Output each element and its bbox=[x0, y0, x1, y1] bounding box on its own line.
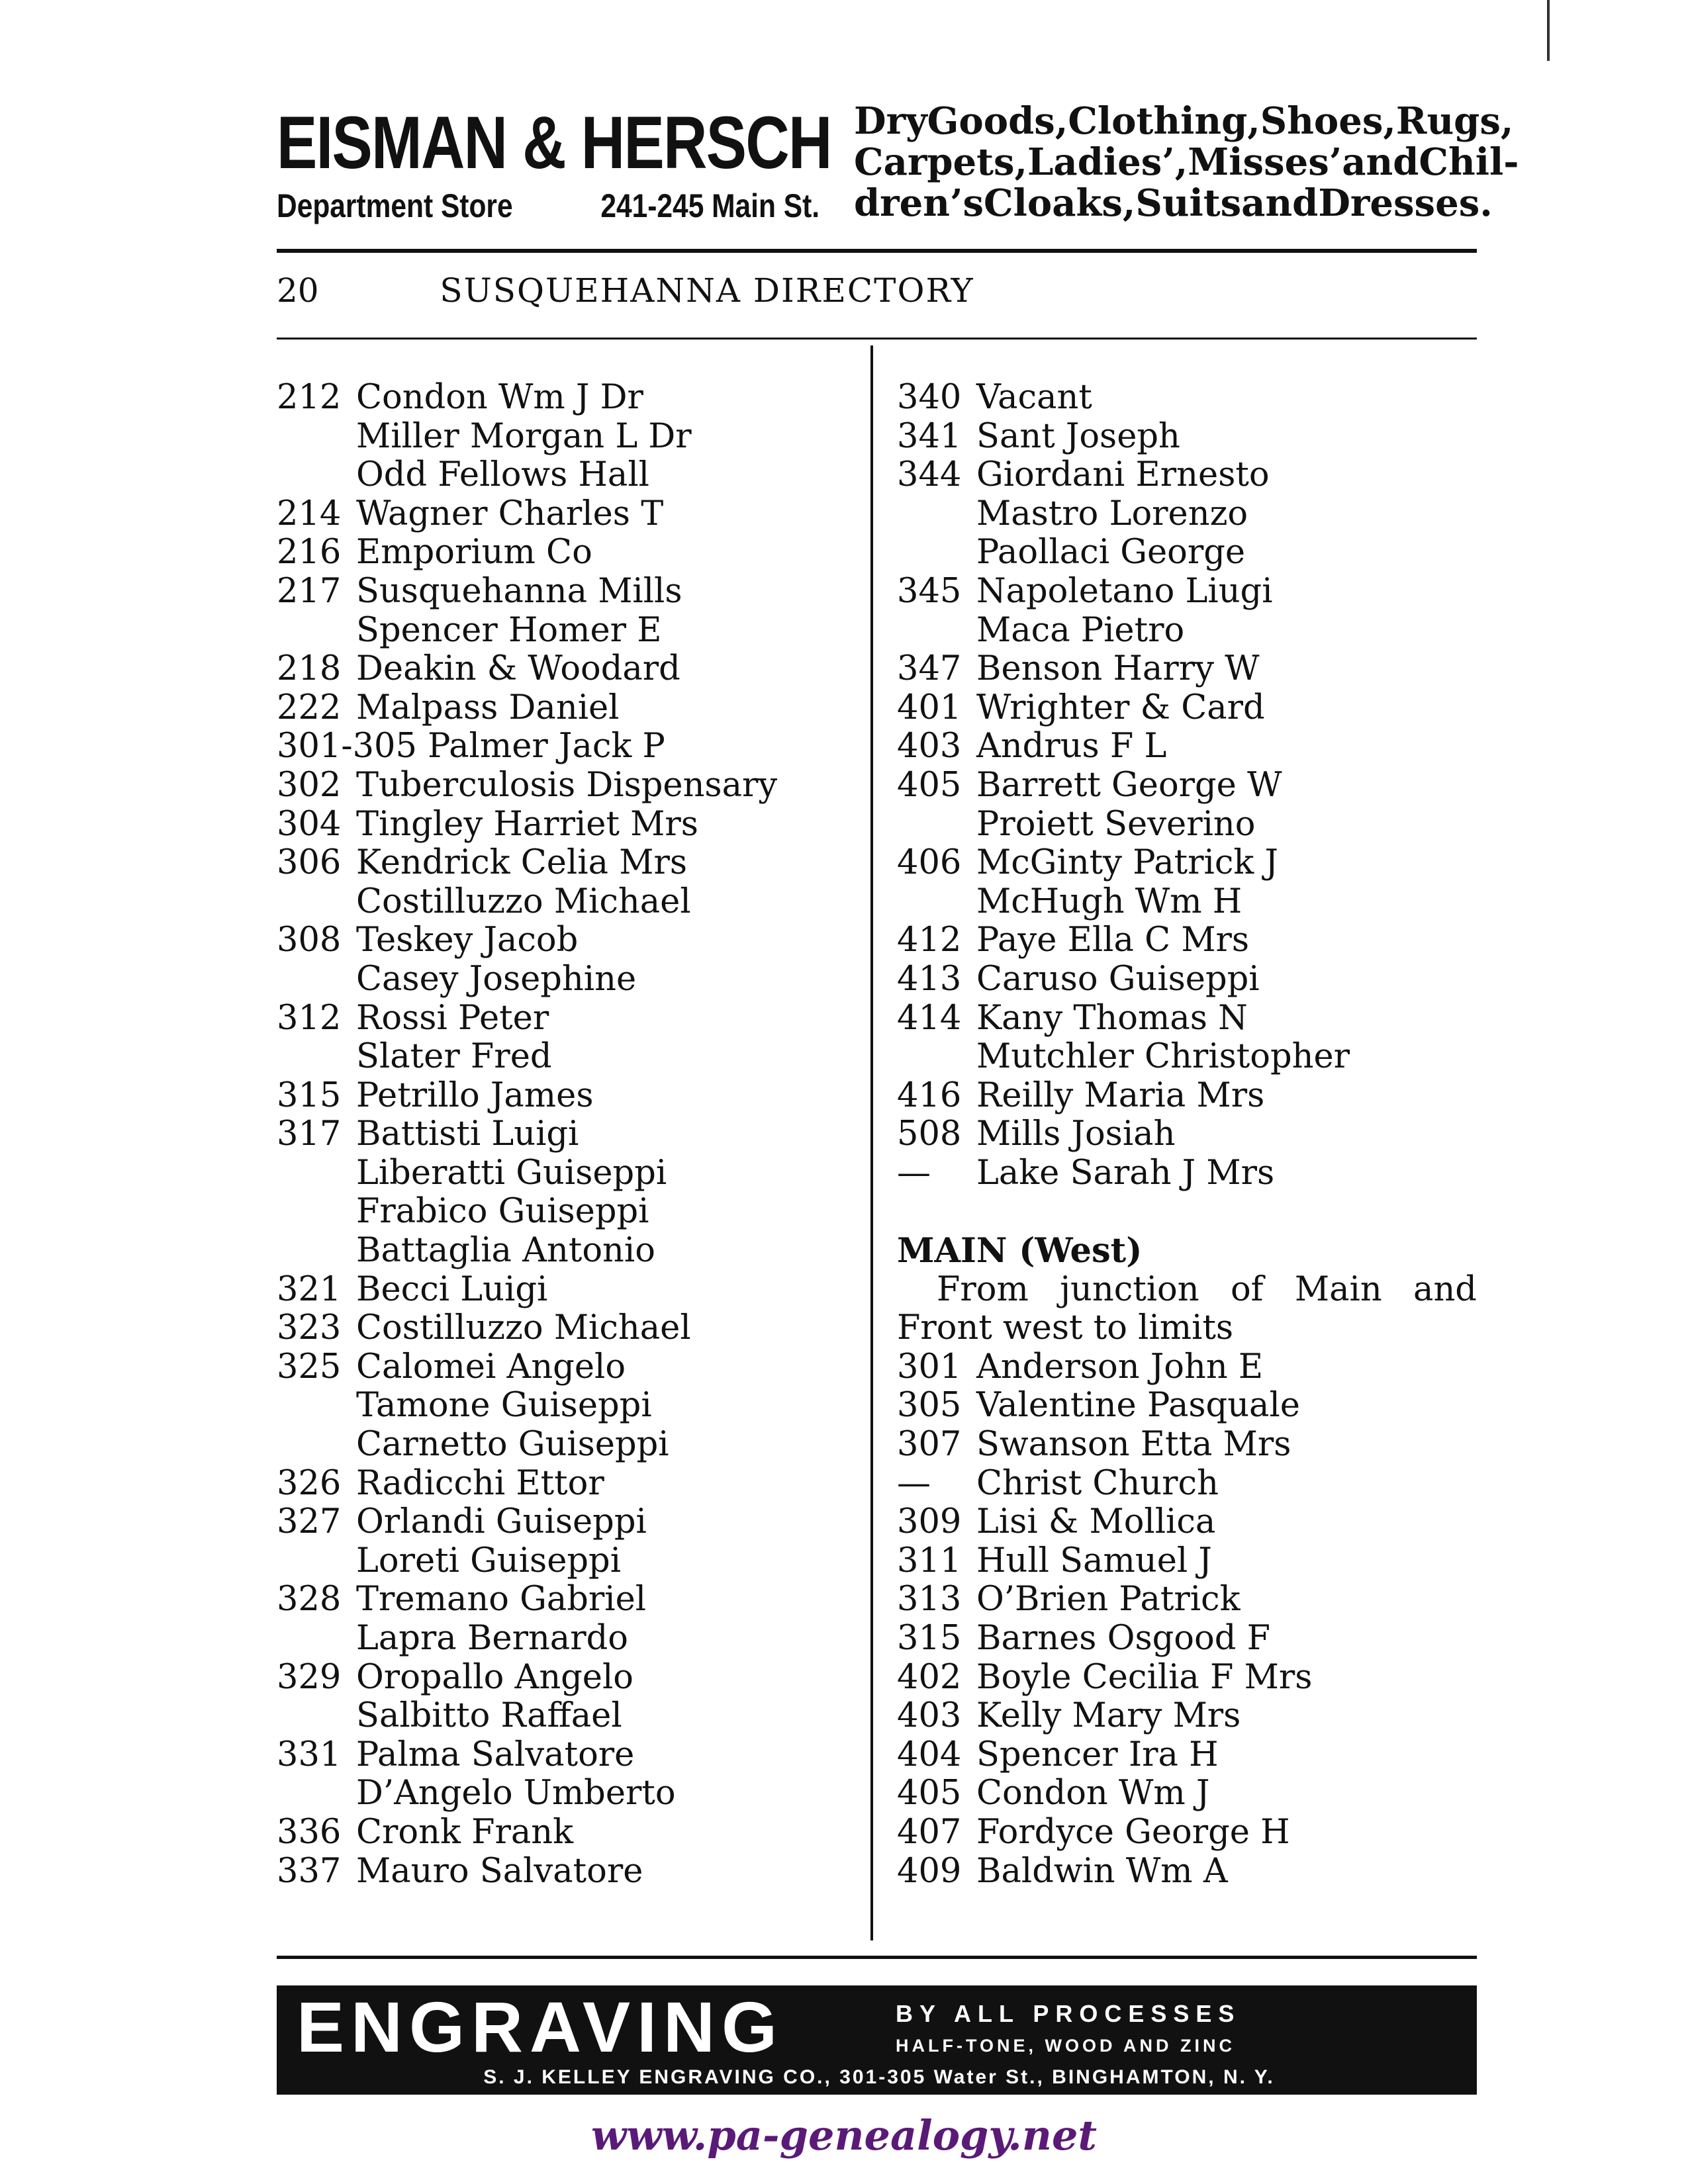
tagline-line bbox=[854, 140, 1519, 184]
directory-entry bbox=[277, 960, 859, 999]
resident-name: Benson Harry W bbox=[976, 649, 1260, 689]
directory-entry bbox=[897, 1697, 1477, 1736]
house-number: 336 bbox=[277, 1812, 342, 1852]
resident-name: Lapra Bernardo bbox=[356, 1619, 628, 1658]
house-number: 328 bbox=[277, 1580, 342, 1619]
house-number: 413 bbox=[897, 959, 962, 999]
resident-name: Spencer Homer E bbox=[356, 610, 662, 650]
resident-name: Odd Fellows Hall bbox=[356, 455, 649, 495]
directory-entry bbox=[277, 727, 859, 766]
directory-entry bbox=[897, 1426, 1477, 1465]
directory-entry bbox=[277, 418, 859, 457]
resident-name: Mills Josiah bbox=[976, 1115, 1176, 1154]
directory-entry bbox=[277, 883, 859, 922]
resident-name: Susquehanna Mills bbox=[356, 571, 682, 611]
resident-name: Emporium Co bbox=[356, 533, 592, 572]
resident-name: Swanson Etta Mrs bbox=[976, 1425, 1291, 1465]
resident-name: McGinty Patrick J bbox=[976, 843, 1278, 883]
resident-name: Kany Thomas N bbox=[976, 998, 1248, 1038]
resident-name: Tuberculosis Dispensary bbox=[356, 765, 778, 805]
house-number: 212 bbox=[277, 378, 342, 417]
directory-entry bbox=[897, 921, 1477, 960]
house-number: 315 bbox=[897, 1619, 962, 1658]
directory-entry bbox=[897, 1077, 1477, 1116]
directory-entry bbox=[277, 1154, 859, 1193]
resident-name: Reilly Maria Mrs bbox=[976, 1075, 1265, 1115]
section-heading: MAIN (West) bbox=[897, 1231, 1143, 1271]
engraving-headline: ENGRAVING bbox=[297, 1987, 784, 2067]
house-number: 321 bbox=[277, 1269, 342, 1309]
resident-name: Radicchi Ettor bbox=[356, 1463, 604, 1503]
tagline-word: Clothing, bbox=[1068, 99, 1260, 143]
house-number: 404 bbox=[897, 1735, 962, 1774]
house-number: 331 bbox=[277, 1735, 342, 1774]
store-name: EISMAN & HERSCH bbox=[277, 101, 831, 184]
house-number: 405 bbox=[897, 765, 962, 805]
house-number: 401 bbox=[897, 688, 962, 727]
resident-name: Giordani Ernesto bbox=[976, 455, 1270, 495]
left-column bbox=[277, 379, 859, 1891]
house-number: 345 bbox=[897, 571, 962, 611]
house-number: 311 bbox=[897, 1541, 962, 1580]
resident-name: Tamone Guiseppi bbox=[356, 1386, 652, 1426]
resident-name: Tingley Harriet Mrs bbox=[356, 804, 698, 844]
directory-entry bbox=[897, 1387, 1477, 1426]
directory-entry bbox=[897, 1774, 1477, 1813]
resident-name: Napoletano Liugi bbox=[976, 571, 1273, 611]
resident-name: Maca Pietro bbox=[976, 610, 1185, 650]
house-number: 308 bbox=[277, 921, 342, 960]
store-subline bbox=[277, 187, 820, 225]
house-number: 222 bbox=[277, 688, 342, 727]
resident-name: Barnes Osgood F bbox=[976, 1619, 1270, 1658]
house-number: 326 bbox=[277, 1463, 342, 1503]
store-ad bbox=[277, 101, 831, 224]
resident-name: Tremano Gabriel bbox=[356, 1580, 647, 1619]
tagline-word: Misses’ bbox=[1188, 140, 1342, 184]
house-number: 302 bbox=[277, 765, 342, 805]
directory-entry bbox=[897, 1154, 1477, 1193]
resident-name: Boyle Cecilia F Mrs bbox=[976, 1657, 1313, 1697]
resident-name: Sant Joseph bbox=[976, 416, 1180, 456]
resident-name: Vacant bbox=[976, 378, 1092, 417]
house-number: 409 bbox=[897, 1851, 962, 1891]
resident-name: Anderson John E bbox=[976, 1347, 1264, 1387]
resident-name: Paye Ella C Mrs bbox=[976, 921, 1250, 960]
tagline-word: Chil- bbox=[1419, 140, 1519, 184]
page-title: SUSQUEHANNA DIRECTORY bbox=[440, 271, 974, 310]
directory-entry bbox=[277, 921, 859, 960]
title-rule bbox=[277, 338, 1477, 340]
tagline-line bbox=[854, 181, 1493, 225]
directory-entry bbox=[897, 572, 1477, 612]
store-type: Department Store bbox=[277, 187, 513, 224]
spacer bbox=[897, 1193, 1477, 1232]
directory-entry bbox=[897, 379, 1477, 418]
house-number: 312 bbox=[277, 998, 342, 1038]
directory-entry bbox=[277, 999, 859, 1038]
resident-name: Caruso Guiseppi bbox=[976, 959, 1260, 999]
resident-name: Baldwin Wm A bbox=[976, 1851, 1228, 1891]
section-note-line1 bbox=[897, 1271, 1477, 1310]
directory-entry bbox=[897, 1659, 1477, 1698]
resident-name: Deakin & Woodard bbox=[356, 649, 680, 689]
directory-entry bbox=[277, 1038, 859, 1077]
note-word: Main bbox=[1294, 1269, 1382, 1309]
house-number: 301 bbox=[897, 1347, 962, 1387]
directory-entry bbox=[897, 1115, 1477, 1154]
directory-entry bbox=[277, 1659, 859, 1698]
directory-entry bbox=[897, 1619, 1477, 1659]
directory-entry bbox=[277, 689, 859, 728]
directory-entry bbox=[897, 999, 1477, 1038]
tagline-word: Carpets, bbox=[854, 140, 1028, 184]
house-number: 315 bbox=[277, 1075, 342, 1115]
resident-name: Becci Luigi bbox=[356, 1269, 548, 1309]
tagline-word: Goods, bbox=[927, 99, 1068, 143]
house-number: 403 bbox=[897, 1696, 962, 1736]
directory-entry bbox=[277, 1736, 859, 1775]
house-number: 327 bbox=[277, 1502, 342, 1542]
directory-entry bbox=[897, 766, 1477, 805]
directory-entry bbox=[277, 1193, 859, 1232]
directory-entry bbox=[277, 1697, 859, 1736]
resident-name: Kelly Mary Mrs bbox=[976, 1696, 1241, 1736]
resident-name: O’Brien Patrick bbox=[976, 1580, 1241, 1619]
house-number: — bbox=[897, 1463, 931, 1503]
note-word: From bbox=[937, 1269, 1029, 1309]
directory-entry bbox=[277, 1465, 859, 1504]
directory-entry bbox=[277, 572, 859, 612]
resident-name: Kendrick Celia Mrs bbox=[356, 843, 687, 883]
resident-name: Rossi Peter bbox=[356, 998, 549, 1038]
directory-entry bbox=[277, 805, 859, 844]
directory-entry bbox=[277, 1115, 859, 1154]
resident-name: 301-305 Palmer Jack P bbox=[277, 727, 665, 766]
store-tagline bbox=[854, 99, 1519, 225]
directory-entry bbox=[277, 1232, 859, 1271]
house-number: 347 bbox=[897, 649, 962, 689]
house-number: 412 bbox=[897, 921, 962, 960]
house-number: 341 bbox=[897, 416, 962, 456]
directory-entry bbox=[897, 1465, 1477, 1504]
house-number: 344 bbox=[897, 455, 962, 495]
house-number: 304 bbox=[277, 804, 342, 844]
tagline-word: Ladies’, bbox=[1027, 140, 1188, 184]
house-number: 325 bbox=[277, 1347, 342, 1387]
header-rule bbox=[277, 249, 1477, 253]
right-column-bottom-list bbox=[897, 1348, 1477, 1891]
directory-entry bbox=[277, 1271, 859, 1310]
resident-name: Mastro Lorenzo bbox=[976, 494, 1248, 533]
directory-entry bbox=[897, 1542, 1477, 1581]
directory-entry bbox=[897, 456, 1477, 495]
engraving-company: S. J. KELLEY ENGRAVING CO., 301-305 Water St., BINGHAMTON, N. Y. bbox=[483, 2066, 1275, 2088]
directory-entry bbox=[897, 727, 1477, 766]
resident-name: Oropallo Angelo bbox=[356, 1657, 634, 1697]
tagline-word: Cloaks, bbox=[984, 181, 1136, 225]
resident-name: Wrighter & Card bbox=[976, 688, 1265, 727]
house-number: 402 bbox=[897, 1657, 962, 1697]
directory-entry bbox=[897, 1580, 1477, 1619]
directory-entry bbox=[897, 1503, 1477, 1542]
note-word: junction bbox=[1060, 1269, 1199, 1309]
house-number: 337 bbox=[277, 1851, 342, 1891]
directory-entry bbox=[897, 689, 1477, 728]
directory-entry bbox=[277, 1580, 859, 1619]
directory-entry bbox=[277, 1813, 859, 1852]
house-number: 340 bbox=[897, 378, 962, 417]
resident-name: Paollaci George bbox=[976, 533, 1246, 572]
directory-entry bbox=[897, 1852, 1477, 1891]
tagline-word: Shoes, bbox=[1260, 99, 1396, 143]
house-number: 317 bbox=[277, 1115, 342, 1154]
resident-name: Frabico Guiseppi bbox=[356, 1192, 649, 1232]
house-number: 405 bbox=[897, 1774, 962, 1813]
resident-name: Lake Sarah J Mrs bbox=[976, 1153, 1275, 1193]
footer-rule bbox=[277, 1956, 1477, 1959]
resident-name: Spencer Ira H bbox=[976, 1735, 1219, 1774]
resident-name: Palma Salvatore bbox=[356, 1735, 635, 1774]
tagline-word: Rugs, bbox=[1395, 99, 1514, 143]
resident-name: Mauro Salvatore bbox=[356, 1851, 643, 1891]
right-column bbox=[897, 379, 1477, 1891]
directory-entry bbox=[897, 1038, 1477, 1077]
resident-name: Lisi & Mollica bbox=[976, 1502, 1216, 1542]
directory-entry bbox=[277, 1619, 859, 1659]
house-number: 307 bbox=[897, 1425, 962, 1465]
directory-entry bbox=[277, 1077, 859, 1116]
directory-entry bbox=[277, 456, 859, 495]
note-word: of bbox=[1230, 1269, 1264, 1309]
column-divider bbox=[870, 345, 873, 1940]
resident-name: Fordyce George H bbox=[976, 1812, 1290, 1852]
resident-name: Condon Wm J Dr bbox=[356, 378, 643, 417]
resident-name: Cronk Frank bbox=[356, 1812, 573, 1852]
house-number: 406 bbox=[897, 843, 962, 883]
directory-entry bbox=[897, 1736, 1477, 1775]
directory-entry bbox=[277, 379, 859, 418]
directory-entry bbox=[277, 1387, 859, 1426]
house-number: 218 bbox=[277, 649, 342, 689]
resident-name: Battisti Luigi bbox=[356, 1115, 579, 1154]
resident-name: Miller Morgan L Dr bbox=[356, 416, 692, 456]
house-number: 306 bbox=[277, 843, 342, 883]
engraving-ad bbox=[277, 1985, 1477, 2095]
directory-entry bbox=[897, 960, 1477, 999]
note-word: and bbox=[1413, 1269, 1477, 1309]
directory-entry bbox=[897, 612, 1477, 651]
resident-name: Salbitto Raffael bbox=[356, 1696, 622, 1736]
directory-entry bbox=[277, 650, 859, 689]
directory-entry bbox=[897, 533, 1477, 572]
page-number: 20 bbox=[277, 271, 319, 310]
directory-entry bbox=[277, 1309, 859, 1348]
house-number: 305 bbox=[897, 1386, 962, 1426]
resident-name: McHugh Wm H bbox=[976, 882, 1243, 921]
directory-entry bbox=[897, 805, 1477, 844]
house-number: 214 bbox=[277, 494, 342, 533]
directory-entry bbox=[277, 1774, 859, 1813]
store-address: 241-245 Main St. bbox=[600, 187, 820, 224]
directory-entry bbox=[277, 844, 859, 883]
directory-entry bbox=[897, 1348, 1477, 1387]
house-number: 323 bbox=[277, 1308, 342, 1348]
directory-entry bbox=[897, 883, 1477, 922]
house-number: 416 bbox=[897, 1075, 962, 1115]
directory-entry bbox=[897, 1813, 1477, 1852]
resident-name: Costilluzzo Michael bbox=[356, 882, 691, 921]
directory-entry bbox=[277, 495, 859, 534]
resident-name: Wagner Charles T bbox=[356, 494, 664, 533]
resident-name: Condon Wm J bbox=[976, 1774, 1210, 1813]
house-number: 313 bbox=[897, 1580, 962, 1619]
house-number: — bbox=[897, 1153, 931, 1193]
tagline-word: Dresses. bbox=[1318, 181, 1493, 225]
resident-name: Costilluzzo Michael bbox=[356, 1308, 691, 1348]
house-number: 414 bbox=[897, 998, 962, 1038]
resident-name: Loreti Guiseppi bbox=[356, 1541, 622, 1580]
engraving-line1: BY ALL PROCESSES bbox=[896, 2000, 1241, 2027]
house-number: 329 bbox=[277, 1657, 342, 1697]
resident-name: Teskey Jacob bbox=[356, 921, 579, 960]
tagline-word: and bbox=[1342, 140, 1419, 184]
directory-entry bbox=[277, 1503, 859, 1542]
directory-entry bbox=[277, 1426, 859, 1465]
engraving-line2: HALF-TONE, WOOD AND ZINC bbox=[896, 2036, 1235, 2056]
resident-name: Casey Josephine bbox=[356, 959, 637, 999]
directory-entry bbox=[897, 650, 1477, 689]
scan-edge-mark bbox=[1547, 0, 1550, 61]
resident-name: Mutchler Christopher bbox=[976, 1037, 1350, 1077]
resident-name: Hull Samuel J bbox=[976, 1541, 1212, 1580]
resident-name: Andrus F L bbox=[976, 727, 1167, 766]
directory-entry bbox=[277, 1542, 859, 1581]
resident-name: Carnetto Guiseppi bbox=[356, 1425, 669, 1465]
right-column-top-list bbox=[897, 379, 1477, 1193]
resident-name: Battaglia Antonio bbox=[356, 1231, 655, 1271]
directory-entry bbox=[277, 612, 859, 651]
house-number: 216 bbox=[277, 533, 342, 572]
directory-entry bbox=[277, 533, 859, 572]
house-number: 403 bbox=[897, 727, 962, 766]
directory-entry bbox=[277, 1348, 859, 1387]
resident-name: Orlandi Guiseppi bbox=[356, 1502, 647, 1542]
resident-name: Petrillo James bbox=[356, 1075, 594, 1115]
resident-name: Christ Church bbox=[976, 1463, 1219, 1503]
house-number: 217 bbox=[277, 571, 342, 611]
resident-name: Slater Fred bbox=[356, 1037, 552, 1077]
directory-entry bbox=[277, 766, 859, 805]
section-note-line2: Front west to limits bbox=[897, 1308, 1234, 1348]
resident-name: Calomei Angelo bbox=[356, 1347, 626, 1387]
tagline-line bbox=[854, 99, 1514, 143]
tagline-word: Dry bbox=[854, 99, 927, 143]
directory-entry bbox=[897, 495, 1477, 534]
house-number: 508 bbox=[897, 1115, 962, 1154]
footer-url[interactable]: www.pa-genealogy.net bbox=[590, 2111, 1098, 2160]
house-number: 407 bbox=[897, 1812, 962, 1852]
directory-entry bbox=[277, 1852, 859, 1891]
directory-entry bbox=[897, 418, 1477, 457]
resident-name: Malpass Daniel bbox=[356, 688, 620, 727]
resident-name: D’Angelo Umberto bbox=[356, 1774, 676, 1813]
house-number: 309 bbox=[897, 1502, 962, 1542]
tagline-word: dren’s bbox=[854, 181, 984, 225]
directory-entry bbox=[897, 844, 1477, 883]
resident-name: Liberatti Guiseppi bbox=[356, 1153, 667, 1193]
resident-name: Valentine Pasquale bbox=[976, 1386, 1300, 1426]
resident-name: Barrett George W bbox=[976, 765, 1282, 805]
tagline-word: Suits bbox=[1135, 181, 1242, 225]
tagline-word: and bbox=[1241, 181, 1319, 225]
resident-name: Proiett Severino bbox=[976, 804, 1256, 844]
